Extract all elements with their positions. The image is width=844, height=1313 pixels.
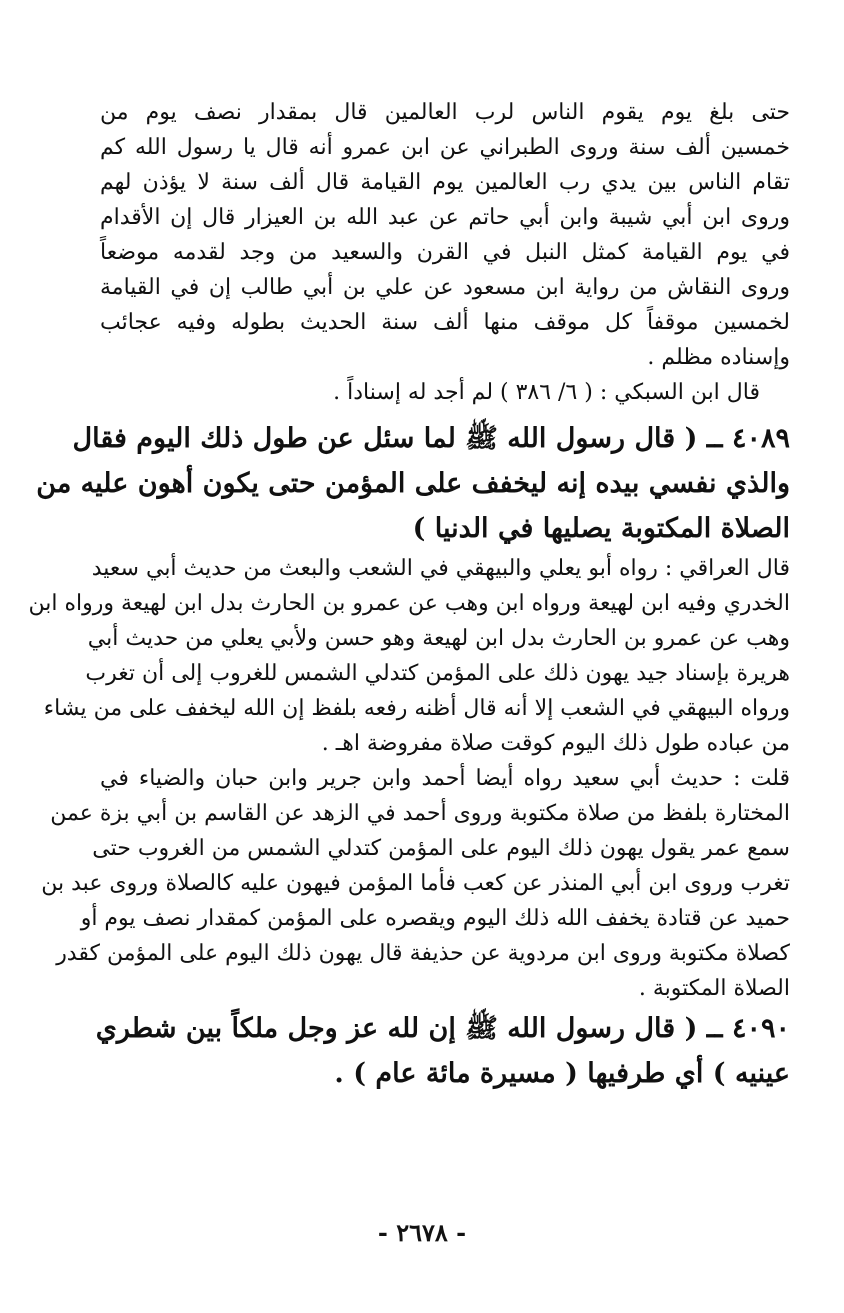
text-line: وإسناده مظلم .	[647, 345, 790, 370]
text-line: كصلاة مكتوبة وروى ابن مردوية عن حذيفة قال يهون ذلك اليوم على المؤمن كقدر	[56, 941, 790, 966]
hadith-line: ٤٠٨٩ ــ ( قال رسول الله ﷺ لما سئل عن طول ذلك اليوم فقال	[72, 423, 790, 454]
page-body	[28, 95, 790, 1096]
text-line: حتى بلغ يوم يقوم الناس لرب العالمين قال بمقدار نصف يوم من	[100, 100, 790, 125]
page-number: - ٢٦٧٨ -	[377, 1218, 467, 1247]
text-line: قلت : حديث أبي سعيد رواه أيضا أحمد وابن جرير وابن حبان والضياء في	[100, 766, 790, 791]
text-line: وروى النقاش من رواية ابن مسعود عن علي بن أبي طالب إن في القيامة	[100, 275, 790, 300]
iraqi-paragraph	[28, 551, 790, 761]
subki-note: قال ابن السبكي : ( ٦/ ٣٨٦ ) لم أجد له إسناداً .	[333, 380, 760, 405]
text-line: ورواه البيهقي في الشعب إلا أنه قال أظنه رفعه بلفظ إن الله ليخفف على من يشاء	[43, 696, 790, 721]
text-line: وهب عن عمرو بن الحارث بدل ابن لهيعة وهو حسن ولأبي يعلي من حديث أبي	[87, 626, 790, 651]
text-line: المختارة بلفظ من صلاة مكتوبة وروى أحمد في الزهد عن القاسم بن أبي بزة عمن	[50, 801, 790, 826]
text-line: وروى ابن أبي شيبة وابن أبي حاتم عن عبد الله بن العيزار قال إن الأقدام	[100, 205, 790, 230]
text-line: تغرب وروى ابن أبي المنذر عن كعب فأما المؤمن فيهون عليه كالصلاة وروى عبد بن	[41, 871, 790, 896]
hadith-line: الصلاة المكتوبة يصليها في الدنيا )	[412, 513, 790, 544]
intro-paragraph	[100, 95, 790, 375]
hadith-4090	[95, 1006, 790, 1096]
qult-paragraph	[41, 761, 790, 1006]
text-line: تقام الناس بين يدي رب العالمين يوم القيامة قال ألف سنة لا يؤذن لهم	[100, 170, 790, 195]
text-line: الخدري وفيه ابن لهيعة ورواه ابن وهب عن عمرو بن الحارث بدل ابن لهيعة ورواه ابن	[28, 591, 790, 616]
hadith-line: والذي نفسي بيده إنه ليخفف على المؤمن حتى يكون أهون عليه من	[36, 468, 790, 499]
text-line: قال العراقي : رواه أبو يعلي والبيهقي في الشعب والبعث من حديث أبي سعيد	[91, 556, 790, 581]
text-line: هريرة بإسناد جيد يهون ذلك على المؤمن كتدلي الشمس للغروب إلى أن تغرب	[85, 661, 790, 686]
text-line: من عباده طول ذلك اليوم كوقت صلاة مفروضة اهـ .	[321, 731, 790, 756]
hadith-line: عينيه ) أي طرفيها ( مسيرة مائة عام ) .	[334, 1058, 790, 1089]
text-line: في يوم القيامة كمثل النبل في القرن والسعيد من وجد لقدمه موضعاً	[100, 240, 790, 265]
text-line: خمسين ألف سنة وروى الطبراني عن ابن عمرو أنه قال يا رسول الله كم	[100, 135, 790, 160]
text-line: حميد عن قتادة يخفف الله ذلك اليوم ويقصره على المؤمن كمقدار نصف يوم أو	[80, 906, 790, 931]
text-line: الصلاة المكتوبة .	[638, 976, 790, 1001]
hadith-4089	[36, 416, 790, 551]
text-line: سمع عمر يقول يهون ذلك اليوم على المؤمن كتدلي الشمس من الغروب حتى	[92, 836, 790, 861]
text-line: لخمسين موقفاً كل موقف منها ألف سنة الحديث بطوله وفيه عجائب	[100, 310, 790, 335]
hadith-line: ٤٠٩٠ ــ ( قال رسول الله ﷺ إن لله عز وجل ملكاً بين شطري	[95, 1013, 790, 1044]
